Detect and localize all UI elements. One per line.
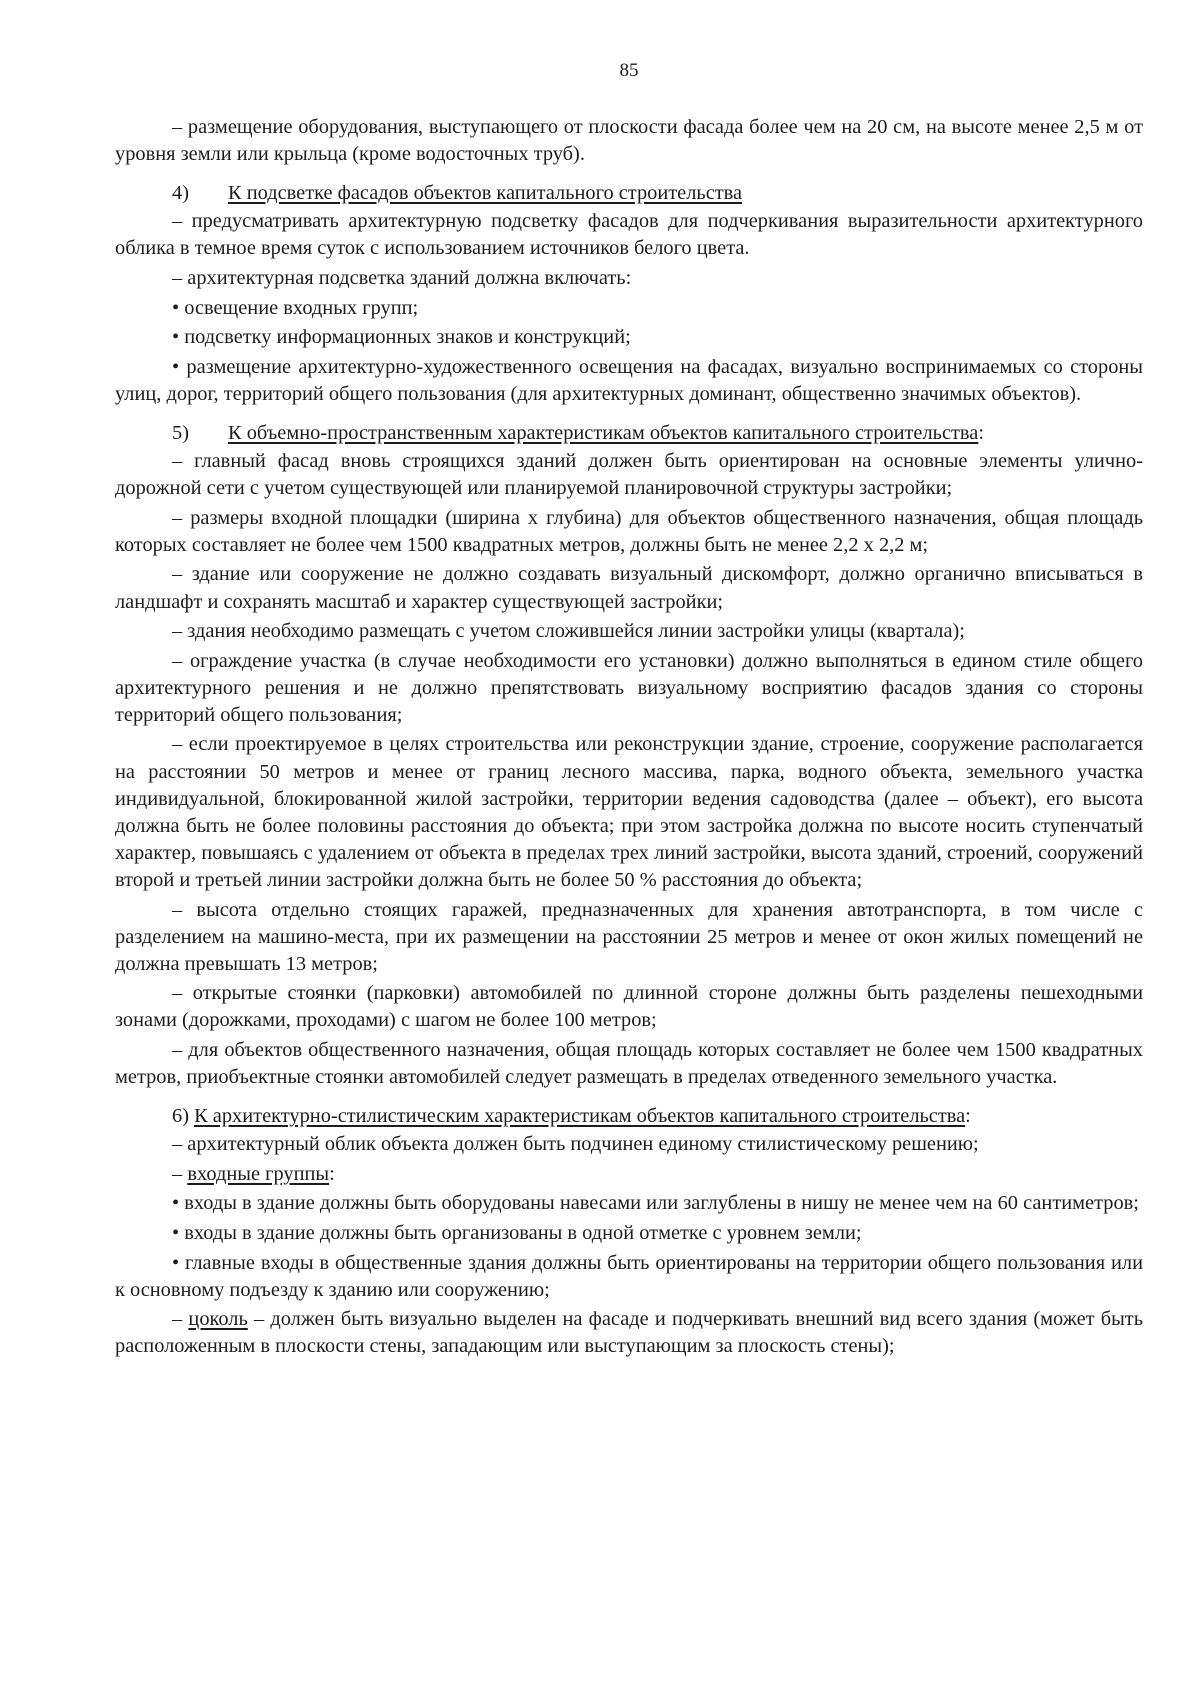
entrance-groups-dash: – [172, 1162, 183, 1185]
plinth-dash: – [172, 1308, 183, 1331]
section-4-number: 4) [172, 182, 189, 205]
section-6-item: – архитектурный облик объекта должен быть подчинен единому стилистическому решению; [172, 1133, 979, 1156]
section-5-item: – здания необходимо размещать с учетом сложившейся линии застройки улицы (квартала); [172, 620, 965, 643]
section-5-item: – главный фасад вновь строящихся зданий должен быть ориентирован на основные элементы улично-дорожной сети с учетом существующей или планируемой планировочной структуры застройки; [115, 450, 1143, 500]
section-6-heading [115, 1103, 1143, 1130]
section-5-colon: : [978, 421, 985, 444]
section-5-number: 5) [172, 421, 189, 444]
section-5-item: – для объектов общественного назначения, общая площадь которых составляет не более чем 1500 квадратных метров, приобъектные стоянки автомобилей следует размещать в пределах отведенного земельного участка. [115, 1039, 1143, 1089]
entrance-groups-colon: : [329, 1162, 335, 1185]
entrance-groups-label: входные группы [187, 1162, 330, 1185]
section-4-bullet: • размещение архитектурно-художественного освещения на фасадах, визуально воспринимаемых со стороны улиц, дорог, территорий общего пользования (для архитектурных доминант, общественно значимых объектов). [115, 355, 1143, 405]
section-5-item: – открытые стоянки (парковки) автомобилей по длинной стороне должны быть разделены пешеходными зонами (дорожками, проходами) с шагом не более 100 метров; [115, 982, 1143, 1032]
section-4-item: – предусматривать архитектурную подсветку фасадов для подчеркивания выразительности архитектурного облика в темное время суток с использованием источников белого цвета. [115, 210, 1143, 260]
section-5-title: К объемно-пространственным характеристикам объектов капитального строительства [228, 421, 979, 444]
section-5-heading [115, 420, 1143, 447]
entrance-groups-line [115, 1161, 1143, 1188]
entrance-bullet: • главные входы в общественные здания должны быть ориентированы на территории общего пользования или к основному подъезду к зданию или сооружению; [115, 1251, 1143, 1301]
section-4-bullet: • освещение входных групп; [172, 296, 419, 319]
page-content [115, 114, 1143, 1361]
section-5-item: – если проектируемое в целях строительства или реконструкции здание, строение, сооружение располагается на расстоянии 50 метров и менее от границ лесного массива, парка, водного объекта, земельного участка индивидуальной, блокированной жилой застройки, территории ведения садоводства (далее – объект), его высота должна быть не более половины расстояния до объекта; при этом застройка должна по высоте носить ступенчатый характер, повышаясь с удалением от объекта в пределах трех линий застройки, высота зданий, строений, сооружений второй и третьей линии застройки должна быть не более 50 % расстояния до объекта; [115, 733, 1143, 891]
section-4-title: К подсветке фасадов объектов капитального строительства [228, 182, 743, 205]
section-4-heading [115, 180, 1143, 207]
plinth-label: цоколь [188, 1308, 248, 1331]
plinth-paragraph [115, 1306, 1143, 1360]
section-5-item: – высота отдельно стоящих гаражей, предназначенных для хранения автотранспорта, в том числе с разделением на машино-места, при их размещении на расстоянии 25 метров и менее от окон жилых помещений не должна превышать 13 метров; [115, 898, 1143, 975]
section-4-item: – архитектурная подсветка зданий должна включать: [172, 266, 632, 289]
section-6-title: К архитектурно-стилистическим характеристикам объектов капитального строительства [194, 1105, 966, 1128]
section-5-item: – размеры входной площадки (ширина х глубина) для объектов общественного назначения, общая площадь которых составляет не более чем 1500 квадратных метров, должны быть не менее 2,2 х 2,2 м; [115, 506, 1143, 556]
entrance-bullet: • входы в здание должны быть оборудованы навесами или заглублены в нишу не менее чем на 60 сантиметров; [172, 1192, 1139, 1215]
section-5-item: – ограждение участка (в случае необходимости его установки) должно выполняться в едином стиле общего архитектурного решения и не должно препятствовать визуальному восприятию фасадов здания со стороны территорий общего пользования; [115, 649, 1143, 726]
intro-paragraph: – размещение оборудования, выступающего от плоскости фасада более чем на 20 см, на высоте менее 2,5 м от уровня земли или крыльца (кроме водосточных труб). [115, 116, 1143, 166]
section-6-number: 6) [172, 1105, 189, 1128]
plinth-text: – должен быть визуально выделен на фасаде и подчеркивать внешний вид всего здания (может быть расположенным в плоскости стены, западающим или выступающим за плоскость стены); [115, 1308, 1144, 1358]
section-6-colon: : [965, 1105, 971, 1128]
entrance-bullet: • входы в здание должны быть организованы в одной отметке с уровнем земли; [172, 1222, 862, 1245]
section-5-item: – здание или сооружение не должно создавать визуальный дискомфорт, должно органично вписываться в ландшафт и сохранять масштаб и характер существующей застройки; [115, 563, 1143, 613]
section-4-bullet: • подсветку информационных знаков и конструкций; [172, 326, 631, 349]
page-number: 85 [619, 60, 639, 81]
